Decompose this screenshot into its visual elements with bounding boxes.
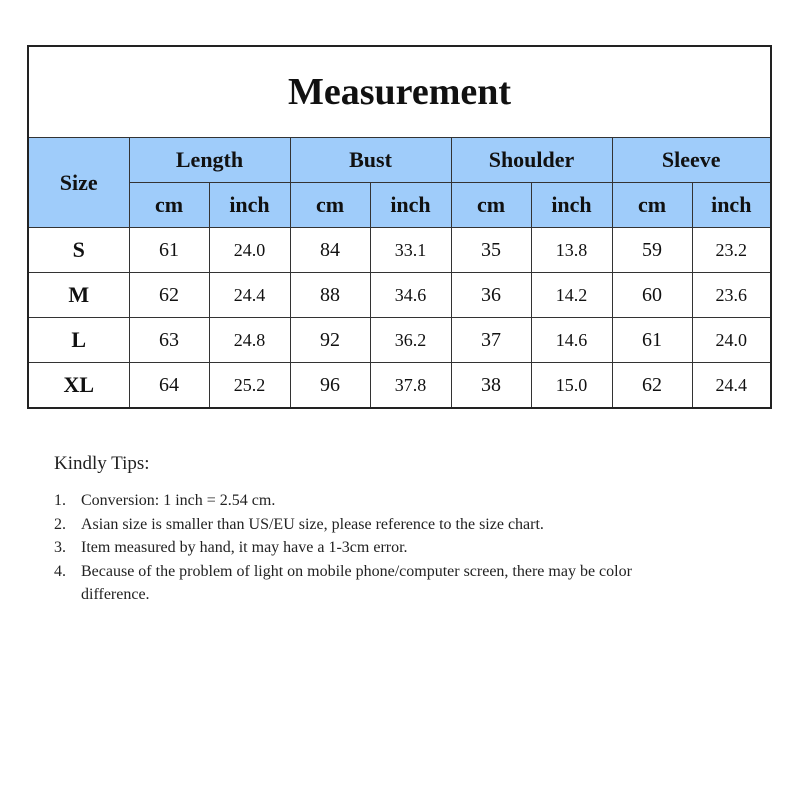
tip-number: 3. (54, 539, 66, 556)
tip-number: 4. (54, 562, 66, 580)
group-header-shoulder: Shoulder (451, 138, 612, 183)
group-header-length: Length (129, 138, 290, 183)
sleeve-cm-cell: 60 (612, 273, 692, 318)
tips-list (54, 489, 754, 607)
shoulder-cm-cell: 36 (451, 273, 531, 318)
table-row-l (28, 318, 771, 363)
size-cell: S (28, 228, 129, 273)
bust-inch-cell: 37.8 (370, 363, 451, 409)
tip-number: 1. (54, 492, 66, 509)
tip-item (54, 560, 754, 607)
unit-header-sleeve-inch: inch (692, 183, 771, 228)
size-chart-table (27, 45, 772, 409)
shoulder-inch-cell: 15.0 (531, 363, 612, 409)
tip-text: Because of the problem of light on mobile phone/computer screen, there may be color difference. (81, 562, 632, 603)
shoulder-inch-cell: 14.2 (531, 273, 612, 318)
tip-item (54, 489, 754, 513)
group-header-sleeve: Sleeve (612, 138, 771, 183)
shoulder-cm-cell: 38 (451, 363, 531, 409)
unit-header-length-cm: cm (129, 183, 209, 228)
tip-text: Conversion: 1 inch = 2.54 cm. (81, 492, 276, 509)
size-cell: XL (28, 363, 129, 409)
unit-header-bust-inch: inch (370, 183, 451, 228)
tip-item (54, 513, 754, 537)
tips-title: Kindly Tips: (54, 453, 150, 474)
unit-header-length-inch: inch (209, 183, 290, 228)
sleeve-inch-cell: 23.6 (692, 273, 771, 318)
sleeve-cm-cell: 59 (612, 228, 692, 273)
kindly-tips-section (54, 453, 754, 607)
bust-inch-cell: 33.1 (370, 228, 451, 273)
table-row-xl (28, 363, 771, 409)
tip-number: 2. (54, 515, 66, 533)
length-cm-cell: 62 (129, 273, 209, 318)
bust-inch-cell: 34.6 (370, 273, 451, 318)
bust-inch-cell: 36.2 (370, 318, 451, 363)
shoulder-inch-cell: 13.8 (531, 228, 612, 273)
size-cell: M (28, 273, 129, 318)
table-row-m (28, 273, 771, 318)
sleeve-inch-cell: 23.2 (692, 228, 771, 273)
tip-text: Asian size is smaller than US/EU size, please reference to the size chart. (81, 515, 544, 533)
bust-cm-cell: 84 (290, 228, 370, 273)
size-header: Size (28, 138, 129, 228)
tip-text: Item measured by hand, it may have a 1-3cm error. (81, 539, 408, 556)
table-title: Measurement (28, 46, 771, 138)
length-inch-cell: 24.0 (209, 228, 290, 273)
unit-header-bust-cm: cm (290, 183, 370, 228)
sleeve-cm-cell: 61 (612, 318, 692, 363)
shoulder-cm-cell: 35 (451, 228, 531, 273)
sleeve-inch-cell: 24.4 (692, 363, 771, 409)
tip-item (54, 536, 754, 560)
length-inch-cell: 24.4 (209, 273, 290, 318)
unit-header-sleeve-cm: cm (612, 183, 692, 228)
shoulder-inch-cell: 14.6 (531, 318, 612, 363)
group-header-bust: Bust (290, 138, 451, 183)
bust-cm-cell: 88 (290, 273, 370, 318)
sleeve-inch-cell: 24.0 (692, 318, 771, 363)
bust-cm-cell: 92 (290, 318, 370, 363)
table-row-s (28, 228, 771, 273)
length-cm-cell: 61 (129, 228, 209, 273)
length-inch-cell: 25.2 (209, 363, 290, 409)
length-inch-cell: 24.8 (209, 318, 290, 363)
sleeve-cm-cell: 62 (612, 363, 692, 409)
unit-header-shoulder-cm: cm (451, 183, 531, 228)
shoulder-cm-cell: 37 (451, 318, 531, 363)
bust-cm-cell: 96 (290, 363, 370, 409)
unit-header-shoulder-inch: inch (531, 183, 612, 228)
length-cm-cell: 63 (129, 318, 209, 363)
length-cm-cell: 64 (129, 363, 209, 409)
size-cell: L (28, 318, 129, 363)
